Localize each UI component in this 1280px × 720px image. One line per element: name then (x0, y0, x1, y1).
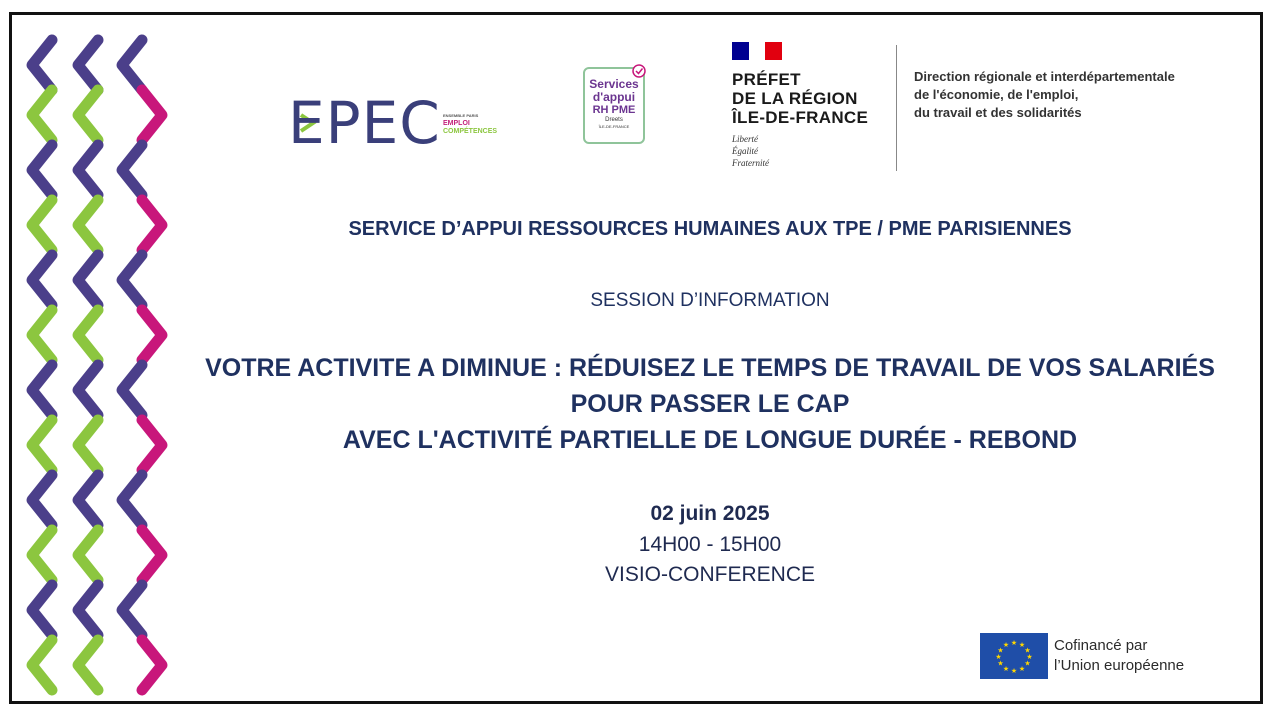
event-time: 14H00 - 15H00 (638, 533, 782, 556)
badge-line: Services (589, 77, 639, 91)
eu-cofunding-logo (980, 633, 1184, 679)
svg-text:★: ★ (995, 653, 1002, 661)
epec-tagline: ENSEMBLE PARIS EMPLOI COMPÉTENCES (443, 113, 498, 135)
services-appui-badge (583, 67, 645, 144)
dreets-text: Direction régionale et interdépartementale de l'économie, de l'emploi, du travail et des solidarités (914, 69, 1175, 120)
prefet-region-logo (732, 42, 892, 177)
svg-text:★: ★ (1002, 641, 1010, 649)
svg-text:★: ★ (1010, 639, 1018, 647)
svg-text:★: ★ (1024, 646, 1031, 655)
service-title: SERVICE D’APPUI RESSOURCES HUMAINES AUX TPE / PME PARISIENNES (348, 218, 1072, 240)
republic-motto: Liberté Égalité Fraternité (732, 134, 769, 168)
svg-text:★: ★ (1002, 665, 1010, 673)
svg-text:★: ★ (1018, 641, 1026, 649)
svg-text:★: ★ (1018, 665, 1026, 673)
event-mode: VISIO-CONFERENCE (604, 563, 816, 586)
epec-logo (288, 89, 508, 157)
epec-wordmark: EPEC (288, 89, 441, 157)
svg-text:★: ★ (997, 646, 1004, 655)
logo-divider (896, 45, 897, 171)
badge-line: RH PME (592, 104, 636, 116)
prefet-title: PRÉFET DE LA RÉGION ÎLE-DE-FRANCE (732, 70, 869, 127)
check-circle-icon (631, 63, 647, 79)
main-title-line: AVEC L'ACTIVITÉ PARTIELLE DE LONGUE DURÉE - REBOND (342, 426, 1078, 454)
main-title-line: POUR PASSER LE CAP (570, 390, 850, 418)
decorative-zigzag-ribbons (20, 25, 180, 704)
event-date: 02 juin 2025 (650, 502, 770, 525)
svg-text:★: ★ (1026, 653, 1033, 661)
session-label: SESSION D’INFORMATION (590, 290, 830, 311)
svg-text:★: ★ (1024, 659, 1031, 668)
eu-cofunding-text: Cofinancé par l’Union européenne (1054, 637, 1185, 674)
badge-line: Dreets (605, 117, 623, 123)
badge-line: d'appui (592, 90, 636, 104)
main-title-line: VOTRE ACTIVITE A DIMINUE : RÉDUISEZ LE TEMPS DE TRAVAIL DE VOS SALARIÉS (205, 354, 1215, 382)
french-flag-icon (732, 42, 782, 60)
badge-line: ÎLE-DE-FRANCE (598, 124, 630, 129)
svg-text:★: ★ (1010, 667, 1018, 675)
eu-flag-icon (980, 633, 1048, 679)
main-title (160, 350, 1260, 458)
svg-text:★: ★ (997, 659, 1004, 668)
